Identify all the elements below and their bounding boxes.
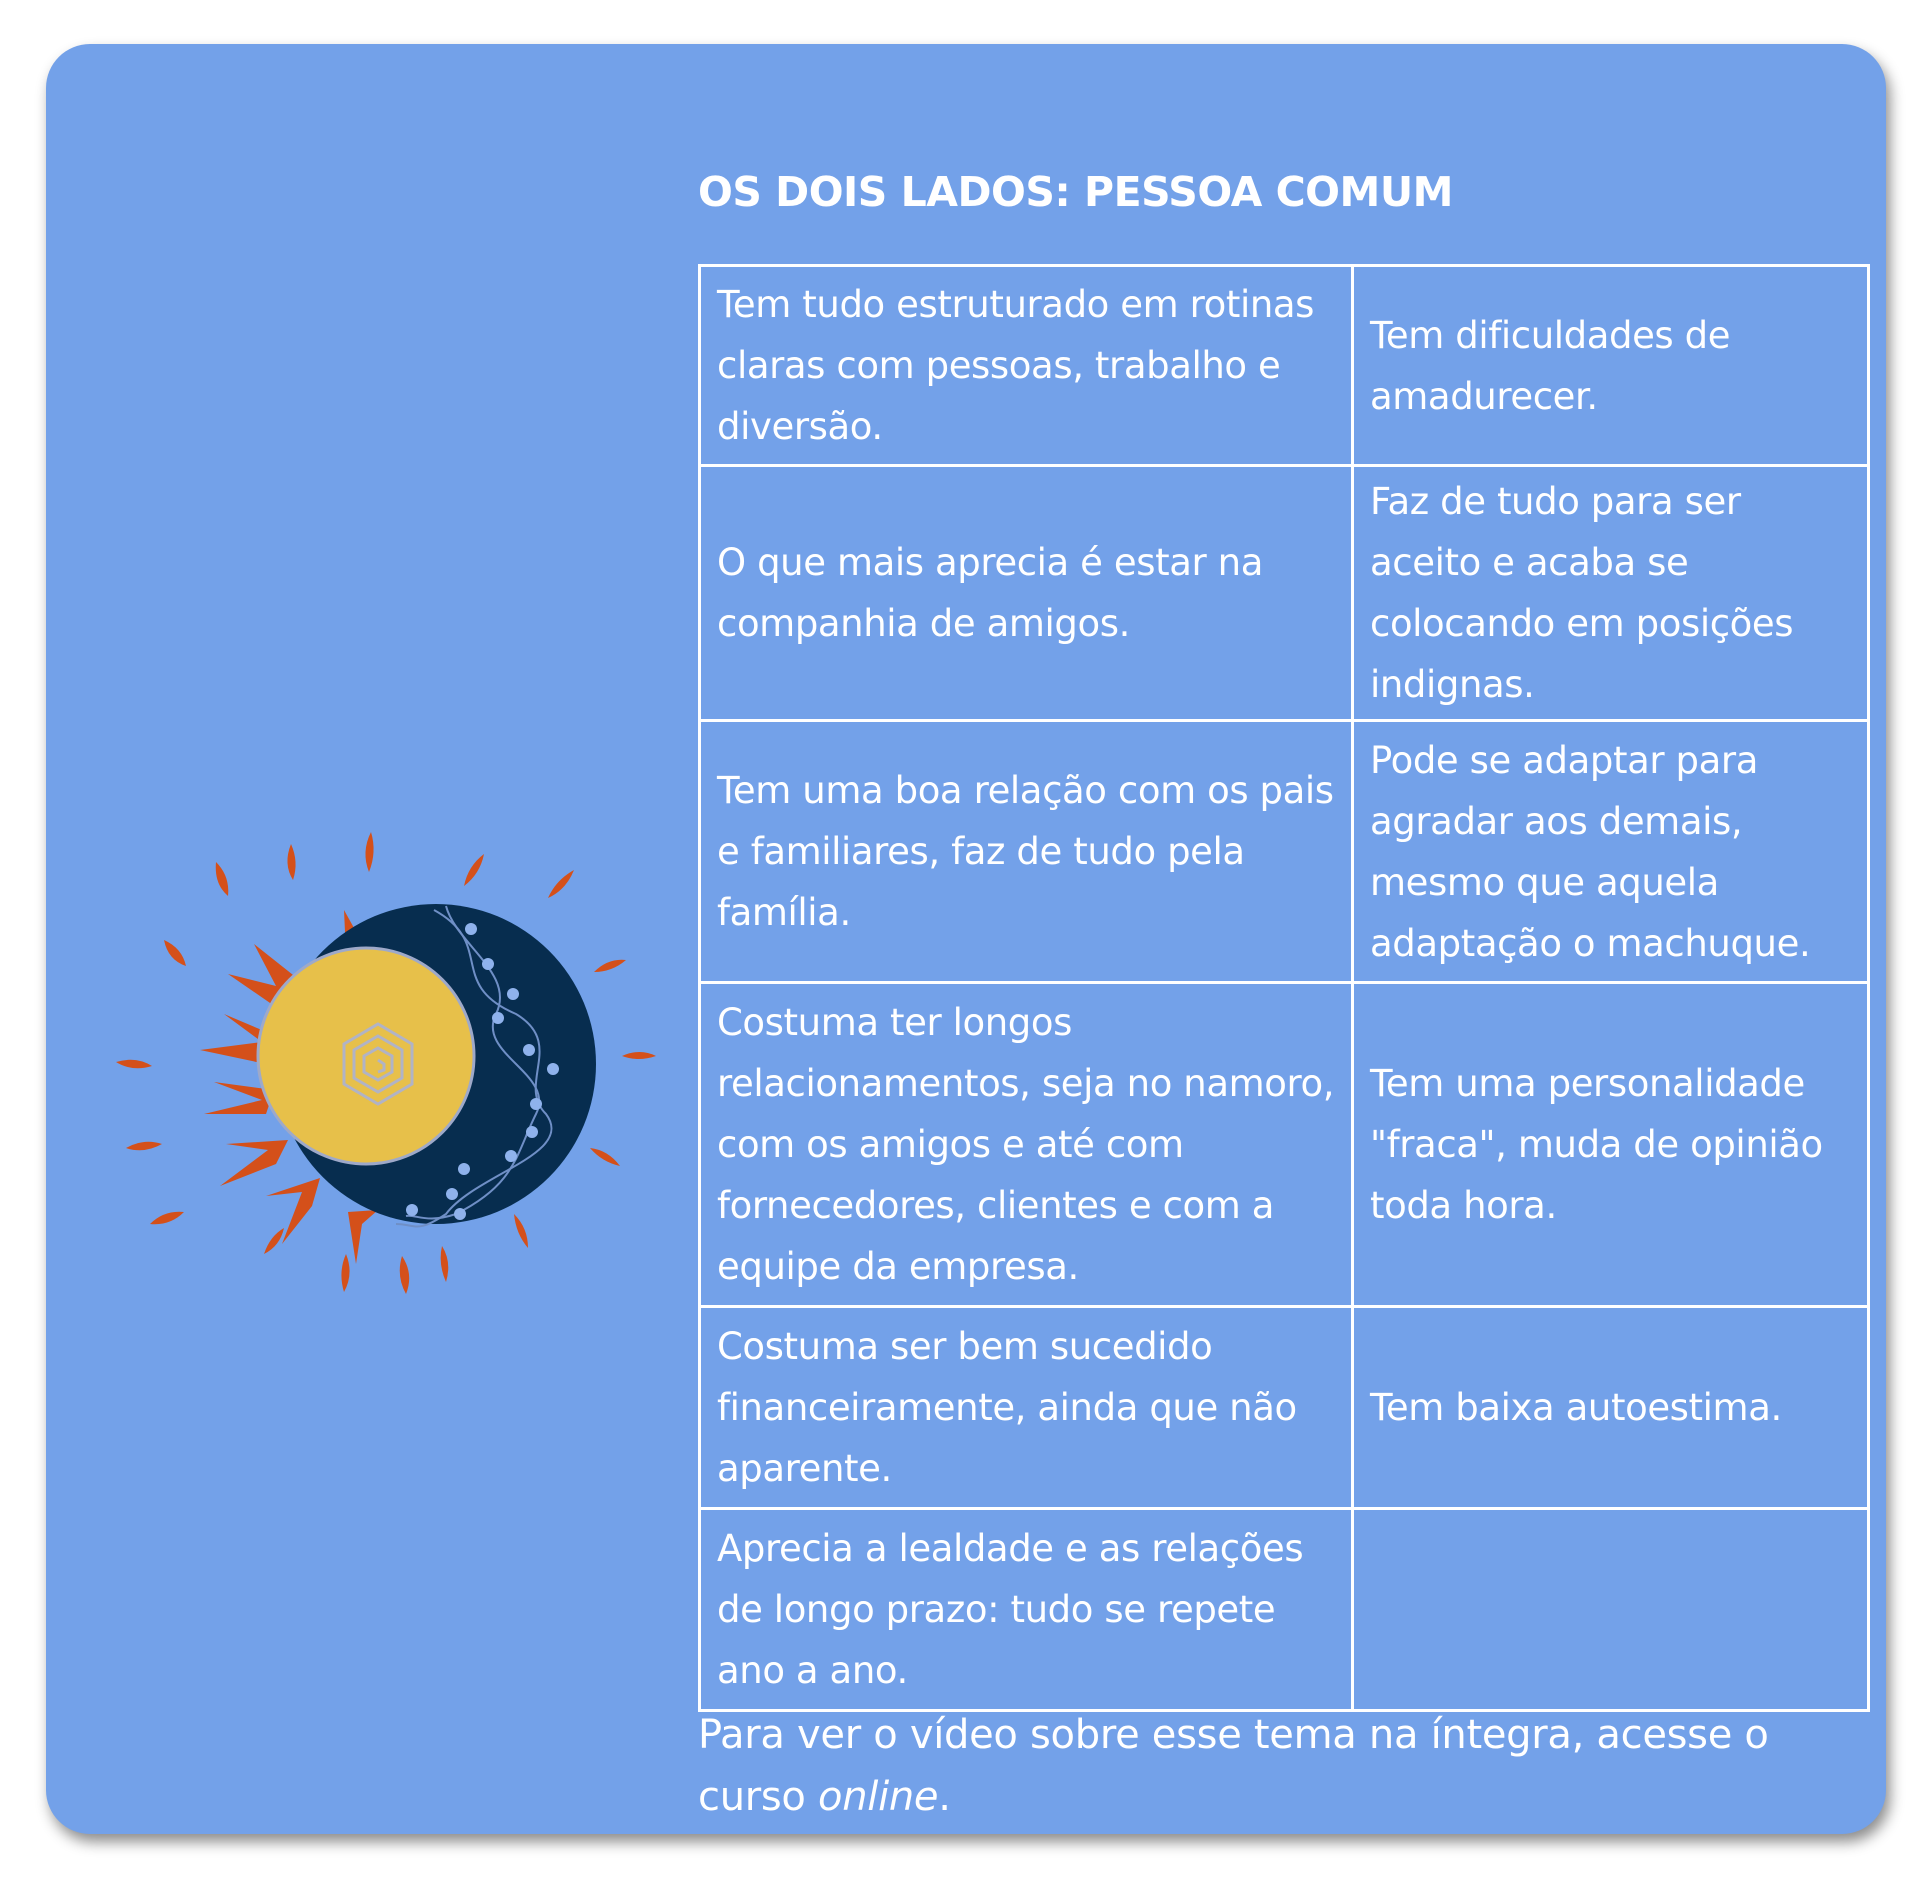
table-cell-right: Tem uma personalidade "fraca", muda de opinião toda hora.	[1353, 983, 1869, 1307]
table-row	[700, 1307, 1869, 1509]
table-cell-left: O que mais aprecia é estar na companhia de amigos.	[700, 466, 1353, 721]
table-cell-left: Tem tudo estruturado em rotinas claras com pessoas, trabalho e diversão.	[700, 266, 1353, 466]
table-cell-left: Aprecia a lealdade e as relações de longo prazo: tudo se repete ano a ano.	[700, 1509, 1353, 1711]
footer-text: Para ver o vídeo sobre esse tema na íntegra, acesse o curso	[698, 1712, 1769, 1820]
table-row	[700, 721, 1869, 983]
table-cell-left: Costuma ser bem sucedido financeiramente, ainda que não aparente.	[700, 1307, 1353, 1509]
two-sides-table	[698, 264, 1870, 1712]
table-row	[700, 1509, 1869, 1711]
footer-note	[698, 1704, 1878, 1828]
sun-moon-eclipse-icon	[116, 814, 656, 1294]
table-cell-right: Tem baixa autoestima.	[1353, 1307, 1869, 1509]
table-row	[700, 466, 1869, 721]
table-cell-right: Tem dificuldades de amadurecer.	[1353, 266, 1869, 466]
footer-end: .	[938, 1774, 951, 1820]
table-cell-right: Pode se adaptar para agradar aos demais, mesmo que aquela adaptação o machuque.	[1353, 721, 1869, 983]
section-title: OS DOIS LADOS: PESSOA COMUM	[698, 168, 1453, 216]
footer-emphasis: online	[818, 1774, 939, 1820]
table-row	[700, 266, 1869, 466]
table-row	[700, 983, 1869, 1307]
table-cell-left: Costuma ter longos relacionamentos, seja no namoro, com os amigos e até com fornecedores, clientes e com a equipe da empresa.	[700, 983, 1353, 1307]
content-card	[46, 44, 1886, 1834]
table-cell-right	[1353, 1509, 1869, 1711]
table-cell-left: Tem uma boa relação com os pais e familiares, faz de tudo pela família.	[700, 721, 1353, 983]
table-cell-right: Faz de tudo para ser aceito e acaba se colocando em posições indignas.	[1353, 466, 1869, 721]
